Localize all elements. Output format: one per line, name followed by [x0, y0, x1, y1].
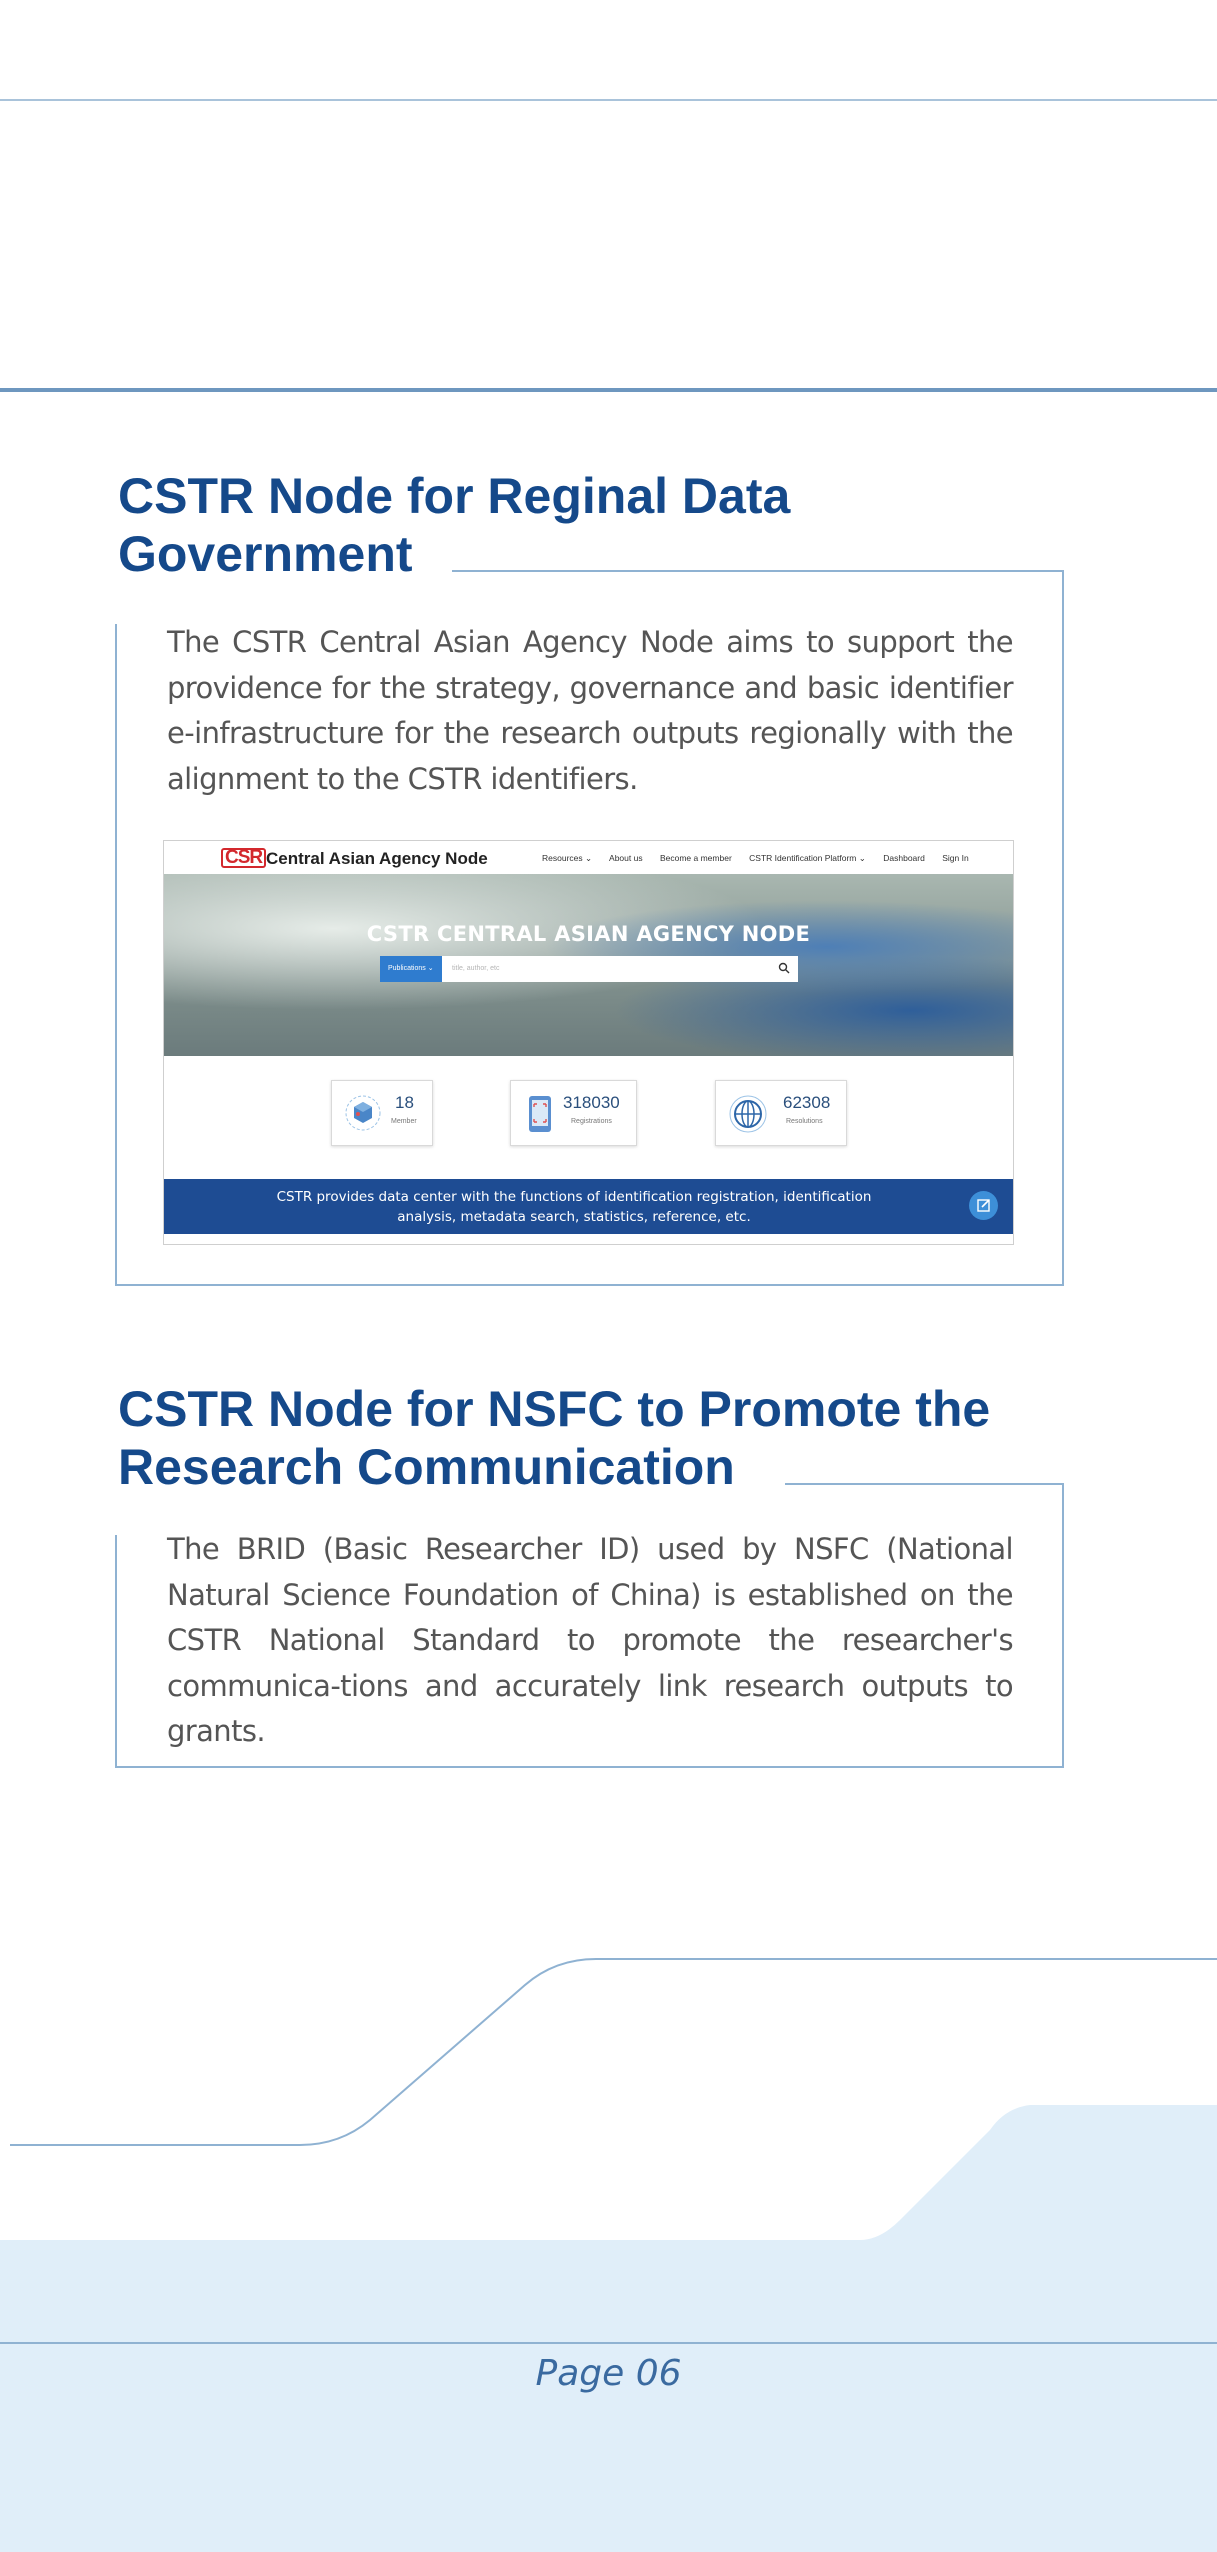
site-logo: CSR	[221, 847, 266, 869]
edit-icon	[969, 1191, 998, 1220]
stat-resolutions-value: 62308	[783, 1093, 831, 1112]
section1-frame-top	[452, 570, 1064, 572]
cube-icon	[344, 1094, 382, 1132]
footer-band	[0, 2240, 1217, 2552]
section1-body: The CSTR Central Asian Agency Node aims to support the providence for the strategy, governance and basic identifier e-infrastructure for the research outputs regionally with the alignment to the CSTR identifiers.	[167, 625, 1013, 796]
search-type-select: Publications ⌄	[380, 956, 442, 982]
top-thick-rule	[0, 388, 1217, 392]
stat-registrations-label: Registrations	[571, 1118, 612, 1125]
website-screenshot	[163, 840, 1014, 1245]
stat-card-resolutions	[715, 1080, 847, 1146]
search-placeholder: title, author, etc	[452, 965, 500, 972]
footer-decoration	[0, 1940, 1217, 2240]
footer-rule	[0, 2342, 1217, 2344]
nav-identification-platform: CSTR Identification Platform ⌄	[749, 853, 866, 863]
stat-card-registrations	[510, 1080, 637, 1146]
site-search-bar	[380, 956, 798, 982]
section2-frame-top	[785, 1483, 1064, 1485]
section2-heading: CSTR Node for NSFC to Promote the Research Communication	[118, 1381, 991, 1495]
stat-members-label: Member	[391, 1118, 417, 1125]
nav-become-member: Become a member	[659, 853, 732, 863]
banner-edit-button	[969, 1191, 998, 1220]
section1-frame-left	[115, 624, 117, 1286]
globe-icon	[728, 1094, 768, 1134]
page-number: Page 06	[535, 2353, 682, 2394]
phone-scan-icon	[523, 1094, 557, 1134]
top-thin-rule	[0, 99, 1217, 101]
nav-dashboard: Dashboard	[883, 853, 925, 863]
stat-resolutions-label: Resolutions	[786, 1118, 823, 1125]
stat-card-members	[331, 1080, 433, 1146]
search-icon	[778, 962, 790, 974]
nav-sign-in: Sign In	[942, 853, 969, 863]
section2-frame-left	[115, 1535, 117, 1768]
section1-heading: CSTR Node for Reginal Data Government	[118, 468, 791, 582]
site-nav-items	[542, 853, 984, 864]
section2-body: The BRID (Basic Researcher ID) used by NSFC (National Natural Science Foundation of China) is established on the CSTR National Standard to promote the researcher's communica-tions and accurately link research outputs to grants.	[167, 1532, 1013, 1748]
nav-resources: Resources ⌄	[542, 853, 593, 863]
site-nav	[164, 841, 1013, 874]
site-hero	[164, 874, 1013, 1056]
stat-members-value: 18	[395, 1093, 414, 1112]
site-banner	[164, 1179, 1013, 1234]
site-name: Central Asian Agency Node	[266, 849, 488, 868]
stat-registrations-value: 318030	[563, 1093, 620, 1112]
hero-title: CSTR CENTRAL ASIAN AGENCY NODE	[366, 922, 811, 946]
nav-about: About us	[609, 853, 643, 863]
banner-text: CSTR provides data center with the functions of identification registration, identification analysis, metadata search, statistics, reference, etc.	[276, 1189, 872, 1225]
